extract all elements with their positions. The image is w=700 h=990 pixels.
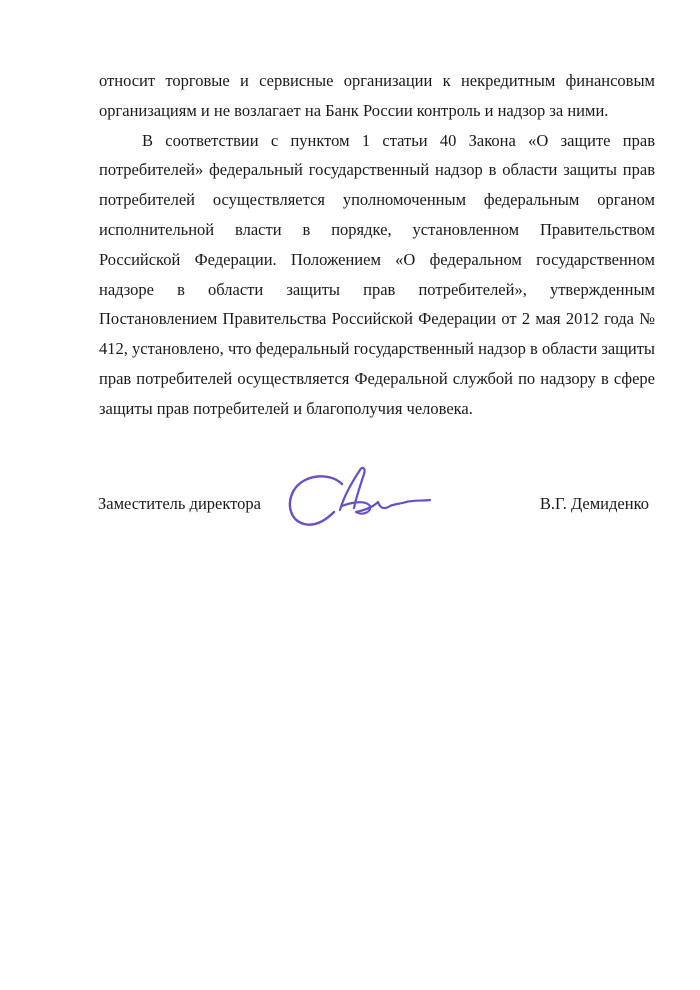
signatory-position: Заместитель директора bbox=[98, 494, 261, 513]
paragraph-consumer-protection: В соответствии с пунктом 1 статьи 40 Закона «О защите прав потребителей» федеральный государственный надзор в области защиты прав потребителей осуществляется уполномоченным федеральным органом исполнительной власти в порядке, установленном Правительством Российской Федерации. Положением «О федеральном государственном надзоре в области защиты прав потребителей», утвержденным Постановлением Правительства Российской Федерации от 2 мая 2012 года № 412, установлено, что федеральный государственный надзор в области защиты прав потребителей осуществляется Федеральной службой по надзору в сфере защиты прав потребителей и благополучия человека. bbox=[99, 130, 655, 418]
document-body bbox=[99, 66, 655, 424]
signatory-name: В.Г. Демиденко bbox=[539, 494, 649, 513]
paragraph-continuation: относит торговые и сервисные организации к некредитным финансовым организациям и не возлагает на Банк России контроль и надзор за ними. bbox=[99, 71, 655, 120]
handwritten-signature-icon bbox=[282, 462, 442, 537]
